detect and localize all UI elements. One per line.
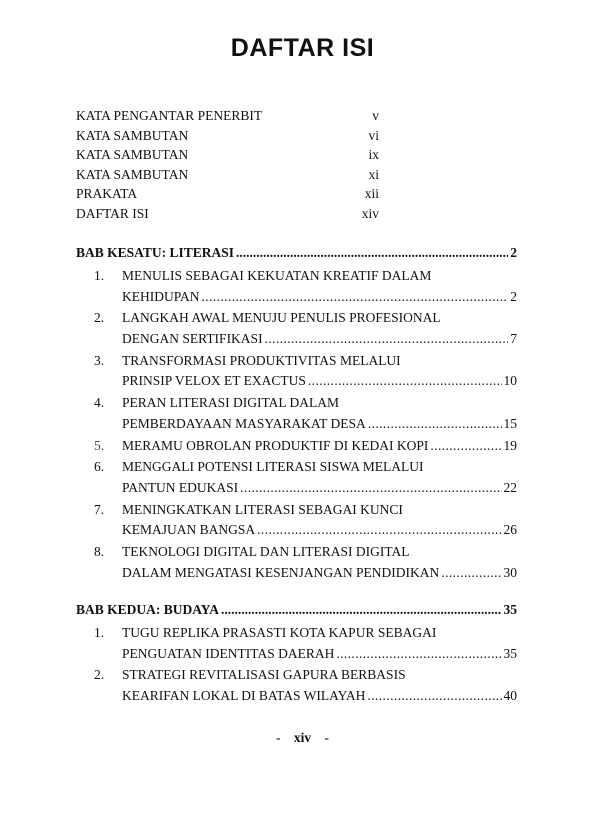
footer-dash-right: - [324, 730, 329, 745]
page-footer [0, 730, 605, 746]
item-title-line1: LANGKAH AWAL MENUJU PENULIS PROFESIONAL [122, 310, 441, 326]
chapter-page: 35 [503, 602, 517, 617]
item-title-line2: PANTUN EDUKASI [122, 479, 239, 495]
toc-item[interactable] [76, 500, 517, 541]
item-number: 1. [94, 625, 105, 640]
item-page: 35 [503, 645, 517, 661]
item-title-line2: DALAM MENGATASI KESENJANGAN PENDIDIKAN [122, 564, 440, 580]
item-title-line2: DENGAN SERTIFIKASI [122, 330, 263, 346]
front-matter-entry[interactable] [76, 126, 379, 146]
front-matter-entry[interactable] [76, 204, 379, 224]
toc-item[interactable] [76, 457, 517, 498]
chapter-heading[interactable] [76, 243, 517, 263]
item-number: 4. [94, 395, 105, 411]
entry-page: xi [368, 166, 379, 182]
chapter-items [76, 266, 517, 585]
front-matter-entry[interactable] [76, 145, 379, 165]
dot-leader [221, 600, 501, 620]
entry-page: xiv [361, 205, 379, 221]
chapter-items [76, 623, 517, 708]
dot-leader [265, 329, 509, 350]
toc-item[interactable] [76, 665, 517, 706]
toc-item[interactable] [76, 308, 517, 349]
item-number: 6. [94, 459, 105, 475]
item-title-line2: PRINSIP VELOX ET EXACTUS [122, 373, 306, 389]
front-matter-list [76, 106, 379, 224]
item-title-line1: TEKNOLOGI DIGITAL DAN LITERASI DIGITAL [122, 544, 410, 560]
item-page: 2 [510, 288, 517, 304]
chapter-heading[interactable] [76, 600, 517, 620]
item-title-line2: MERAMU OBROLAN PRODUKTIF DI KEDAI KOPI [122, 437, 429, 453]
item-title-line2: PENGUATAN IDENTITAS DAERAH [122, 645, 335, 661]
entry-label: KATA PENGANTAR PENERBIT [76, 108, 263, 123]
item-title-line2: KEARIFAN LOKAL DI BATAS WILAYAH [122, 687, 366, 703]
item-number: 2. [94, 310, 105, 326]
front-matter-entry[interactable] [76, 165, 379, 185]
item-page: 30 [503, 564, 517, 580]
item-page: 15 [503, 415, 517, 431]
item-page: 22 [503, 479, 517, 495]
entry-label: KATA SAMBUTAN [76, 147, 189, 163]
item-page: 10 [503, 373, 517, 389]
dot-leader [336, 644, 501, 665]
front-matter-entry[interactable] [76, 106, 379, 126]
item-number: 5. [94, 437, 105, 453]
entry-page: vi [368, 127, 379, 143]
dot-leader [441, 563, 501, 584]
item-title-line1: MENINGKATKAN LITERASI SEBAGAI KUNCI [122, 501, 403, 517]
toc-item[interactable] [76, 436, 517, 457]
toc-item[interactable] [76, 542, 517, 583]
chapter-title: BAB KESATU: LITERASI [76, 245, 235, 260]
dot-leader [202, 287, 509, 308]
item-page: 7 [510, 330, 517, 346]
toc-item[interactable] [76, 266, 517, 307]
chapter-title: BAB KEDUA: BUDAYA [76, 602, 220, 617]
item-title-line2: PEMBERDAYAAN MASYARAKAT DESA [122, 415, 366, 431]
item-number: 8. [94, 544, 105, 560]
entry-label: KATA SAMBUTAN [76, 127, 189, 143]
dot-leader [368, 414, 502, 435]
entry-page: ix [368, 147, 379, 163]
item-title-line1: MENULIS SEBAGAI KEKUATAN KREATIF DALAM [122, 268, 432, 283]
dot-leader [430, 436, 501, 457]
dot-leader [308, 371, 502, 392]
item-page: 19 [503, 437, 517, 453]
item-number: 3. [94, 352, 105, 368]
front-matter-entry[interactable] [76, 184, 379, 204]
dot-leader [240, 478, 501, 499]
item-number: 1. [94, 268, 105, 283]
item-page: 40 [503, 687, 517, 703]
footer-dash-left: - [275, 730, 281, 745]
item-title-line1: PERAN LITERASI DIGITAL DALAM [122, 395, 340, 411]
toc-item[interactable] [76, 623, 517, 664]
entry-label: PRAKATA [76, 186, 138, 202]
entry-label: DAFTAR ISI [76, 205, 149, 221]
item-title-line1: TUGU REPLIKA PRASASTI KOTA KAPUR SEBAGAI [122, 625, 437, 640]
dot-leader [367, 686, 501, 707]
toc-item[interactable] [76, 393, 517, 434]
page-title: DAFTAR ISI [230, 34, 375, 62]
chapter-page: 2 [510, 245, 517, 260]
toc-item[interactable] [76, 351, 517, 392]
item-title-line2: KEMAJUAN BANGSA [122, 522, 256, 538]
entry-page: xii [364, 186, 379, 202]
item-page: 26 [503, 522, 517, 538]
dot-leader [236, 243, 508, 263]
item-title-line2: KEHIDUPAN [122, 288, 200, 304]
item-number: 2. [94, 667, 105, 683]
item-title-line1: STRATEGI REVITALISASI GAPURA BERBASIS [122, 667, 406, 683]
dot-leader [257, 520, 501, 541]
item-title-line1: TRANSFORMASI PRODUKTIVITAS MELALUI [122, 352, 401, 368]
entry-page: v [372, 108, 379, 123]
item-number: 7. [94, 501, 105, 517]
entry-label: KATA SAMBUTAN [76, 166, 189, 182]
footer-page-number: xiv [293, 730, 312, 745]
item-title-line1: MENGGALI POTENSI LITERASI SISWA MELALUI [122, 459, 424, 475]
